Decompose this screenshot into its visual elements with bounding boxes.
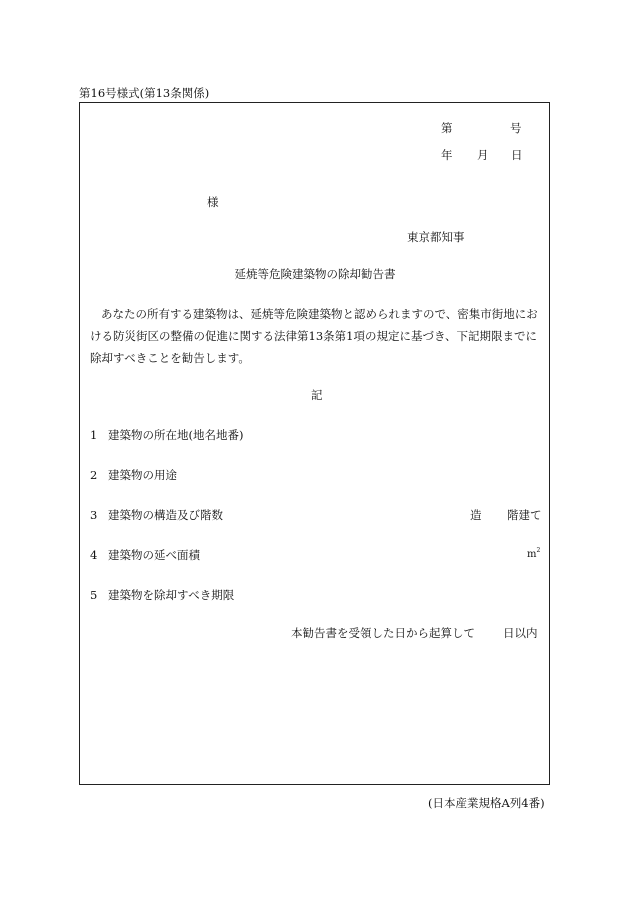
document-title: 延焼等危険建築物の除却勧告書 — [234, 267, 396, 281]
body-line-2: ける防災街区の整備の促進に関する法律第13条第1項の規定に基づき、下記期限までに — [90, 329, 537, 343]
deadline-text: 本勧告書を受領した日から起算して — [291, 626, 475, 640]
item-number: 1 — [90, 428, 98, 442]
item-deadline — [90, 587, 234, 603]
item-number: 5 — [90, 588, 98, 602]
area-unit-base: m — [527, 549, 537, 560]
item-label: 建築物の所在地(地名地番) — [108, 428, 244, 442]
ki-heading: 記 — [311, 388, 323, 402]
body-line-3: 除却すべきことを勧告します。 — [90, 351, 250, 365]
area-unit — [527, 547, 540, 560]
date-month-label: 月 — [477, 148, 489, 162]
addressee-honorific: 様 — [207, 195, 219, 209]
date-day-label: 日 — [511, 148, 523, 162]
area-unit-exponent: 2 — [536, 547, 541, 554]
item-number: 2 — [90, 468, 98, 482]
item-label: 建築物の構造及び階数 — [108, 508, 223, 522]
document-number-prefix: 第 — [441, 121, 453, 135]
deadline-suffix: 日以内 — [503, 626, 538, 640]
structure-suffix: 造 — [470, 508, 482, 522]
item-label: 建築物の延べ面積 — [108, 548, 200, 562]
paper-size-note: (日本産業規格A列4番) — [428, 796, 545, 810]
item-structure — [90, 507, 223, 523]
item-number: 3 — [90, 508, 98, 522]
body-paragraph — [90, 303, 540, 369]
form-frame — [79, 102, 550, 785]
item-floor-area — [90, 547, 200, 563]
item-usage — [90, 467, 177, 483]
floors-suffix: 階建て — [507, 508, 542, 522]
form-number-label: 第16号様式(第13条関係) — [79, 86, 210, 100]
issuer-name: 東京都知事 — [407, 230, 465, 244]
item-label: 建築物を除却すべき期限 — [108, 588, 235, 602]
item-number: 4 — [90, 548, 98, 562]
date-year-label: 年 — [441, 148, 453, 162]
item-label: 建築物の用途 — [108, 468, 177, 482]
body-line-1: あなたの所有する建築物は、延焼等危険建築物と認められますので、密集市街地にお — [101, 307, 538, 321]
document-number-suffix: 号 — [510, 121, 522, 135]
item-location — [90, 427, 243, 443]
